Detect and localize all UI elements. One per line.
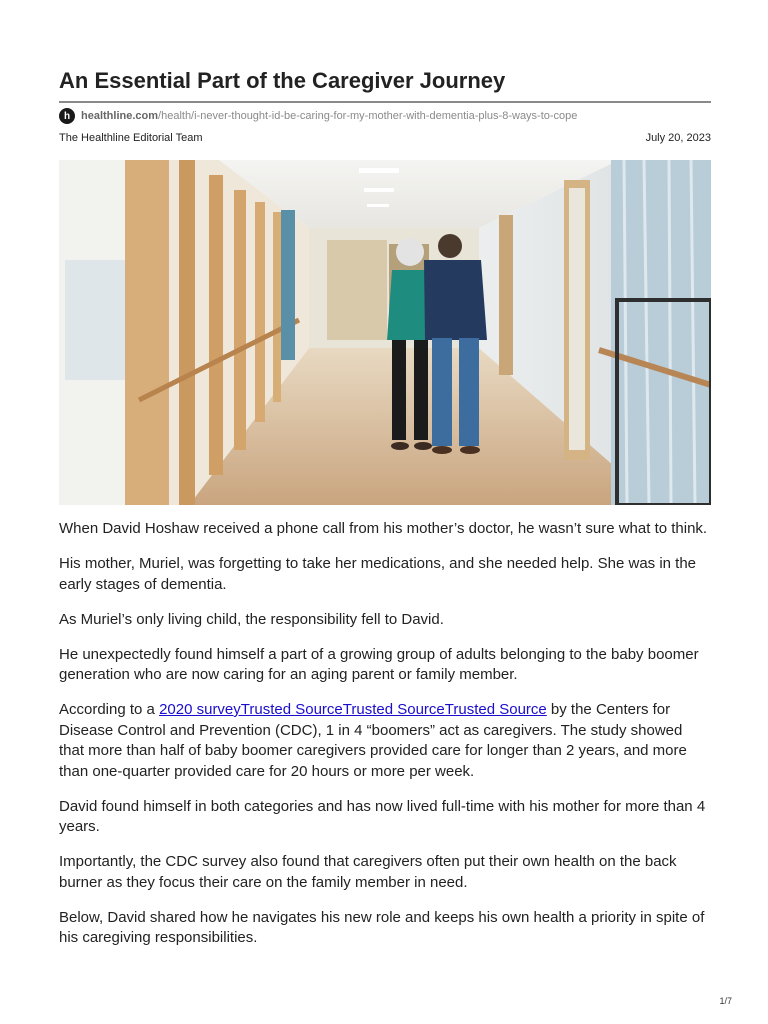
article-title: An Essential Part of the Caregiver Journey — [59, 68, 506, 93]
paragraph: His mother, Muriel, was forgetting to take her medications, and she needed help. She was in the early stages of dementia. — [59, 555, 697, 593]
paragraph-text: According to a — [59, 701, 160, 718]
paragraph: Importantly, the CDC survey also found that caregivers often put their own health on the back burner as they focus their care on the family member in need. — [59, 853, 677, 891]
survey-paragraph — [59, 700, 711, 782]
paragraph: When David Hoshaw received a phone call from his mother’s doctor, he wasn’t sure what to think. — [59, 520, 708, 537]
paragraph: He unexpectedly found himself a part of a growing group of adults belonging to the baby boomer generation who are now caring for an aging parent or family member. — [59, 645, 699, 683]
source-link[interactable] — [81, 110, 577, 122]
source-domain: healthline.com — [81, 110, 159, 122]
paragraph-text: by the Centers for Disease Control and Prevention (CDC), 1 in 4 “boomers” act as caregivers. The study showed that more than half of baby boomer caregivers provided care for longer than 2 years, and more than one-quarter provided care for 20 hours or more per week. — [59, 701, 687, 780]
paragraph: As Muriel’s only living child, the responsibility fell to David. — [59, 610, 444, 628]
source-line — [59, 107, 577, 125]
author-byline: The Healthline Editorial Team — [59, 132, 203, 144]
paragraph: David found himself in both categories and has now lived full-time with his mother for more than 4 years. — [59, 797, 706, 835]
page-number: 1/7 — [719, 996, 732, 1006]
hero-photo — [59, 160, 711, 505]
source-path: /health/i-never-thought-id-be-caring-for-my-mother-with-dementia-plus-8-ways-to-cope — [158, 110, 578, 122]
paragraph: Below, David shared how he navigates his new role and keeps his own health a priority in spite of his caregiving responsibilities. — [59, 908, 705, 946]
healthline-logo-icon: h — [59, 108, 75, 124]
article-body — [59, 519, 711, 963]
title-divider — [59, 101, 711, 103]
publish-date: July 20, 2023 — [645, 132, 711, 144]
article-meta — [59, 130, 711, 146]
survey-link[interactable]: 2020 surveyTrusted SourceTrusted SourceTrusted Source — [159, 701, 547, 718]
